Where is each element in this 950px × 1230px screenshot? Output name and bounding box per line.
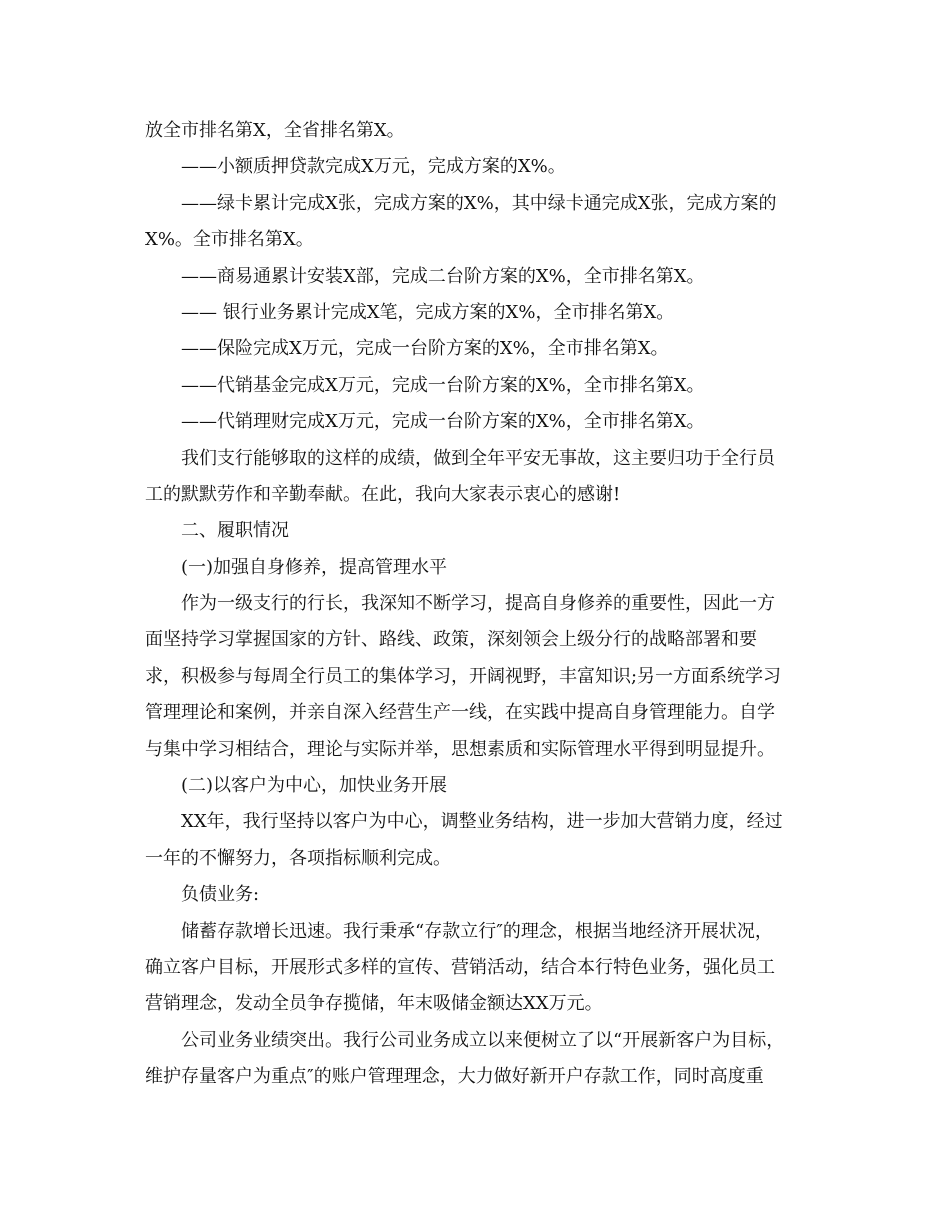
text-line: 二、履职情况: [181, 520, 289, 542]
text-line: X%。全市排名第X。: [145, 229, 314, 251]
text-line: (一)加强自身修养，提高管理水平: [181, 556, 448, 578]
text-line: 确立客户目标，开展形式多样的宣传、营销活动，结合本行特色业务，强化员工: [145, 956, 775, 978]
text-line: ——保险完成X万元，完成一台阶方案的X%，全市排名第X。: [181, 338, 669, 360]
text-line: 作为一级支行的行长，我深知不断学习，提高自身修养的重要性，因此一方: [181, 593, 775, 615]
text-line: ——代销理财完成X万元，完成一台阶方案的X%，全市排名第X。: [181, 411, 705, 433]
text-line: —— 银行业务累计完成X笔，完成方案的X%，全市排名第X。: [181, 301, 675, 323]
text-line: 放全市排名第X，全省排名第X。: [145, 120, 405, 141]
text-line: 求，积极参与每周全行员工的集体学习，开阔视野，丰富知识;另一方面系统学习: [145, 665, 782, 687]
text-line: 我们支行能够取的这样的成绩，做到全年平安无事故，这主要归功于全行员: [181, 447, 775, 469]
text-line: 维护存量客户为重点″的账户管理理念，大力做好新开户存款工作，同时高度重: [145, 1066, 764, 1088]
text-line: ——商易通累计安装X部，完成二台阶方案的X%，全市排名第X。: [181, 265, 705, 287]
text-line: 面坚持学习掌握国家的方针、路线、政策，深刻领会上级分行的战略部署和要: [145, 629, 757, 651]
text-line: 管理理论和案例，并亲自深入经营生产一线，在实践中提高自身管理能力。自学: [145, 702, 775, 724]
text-line: 负债业务:: [181, 884, 260, 906]
text-line: 营销理念，发动全员争存揽储，年末吸储金额达XX万元。: [145, 993, 603, 1015]
text-line: 一年的不懈努力，各项指标顺利完成。: [145, 847, 451, 869]
text-line: 工的默默劳作和辛勤奉献。在此，我向大家表示衷心的感谢!: [145, 483, 621, 505]
text-line: ——小额质押贷款完成X万元，完成方案的X%。: [181, 156, 566, 178]
text-line: (二)以客户为中心，加快业务开展: [181, 775, 448, 797]
document-body: [145, 113, 810, 1096]
text-line: ——代销基金完成X万元，完成一台阶方案的X%，全市排名第X。: [181, 374, 705, 396]
text-line: 储蓄存款增长迅速。我行秉承“存款立行″的理念，根据当地经济开展状况，: [181, 920, 773, 942]
text-line: ——绿卡累计完成X张，完成方案的X%，其中绿卡通完成X张，完成方案的: [181, 192, 777, 214]
text-line: XX年，我行坚持以客户为中心，调整业务结构，进一步加大营销力度，经过: [181, 811, 783, 833]
text-line: 与集中学习相结合，理论与实际并举，思想素质和实际管理水平得到明显提升。: [145, 738, 775, 760]
text-line: 公司业务业绩突出。我行公司业务成立以来便树立了以“开展新客户为目标，: [181, 1029, 785, 1051]
